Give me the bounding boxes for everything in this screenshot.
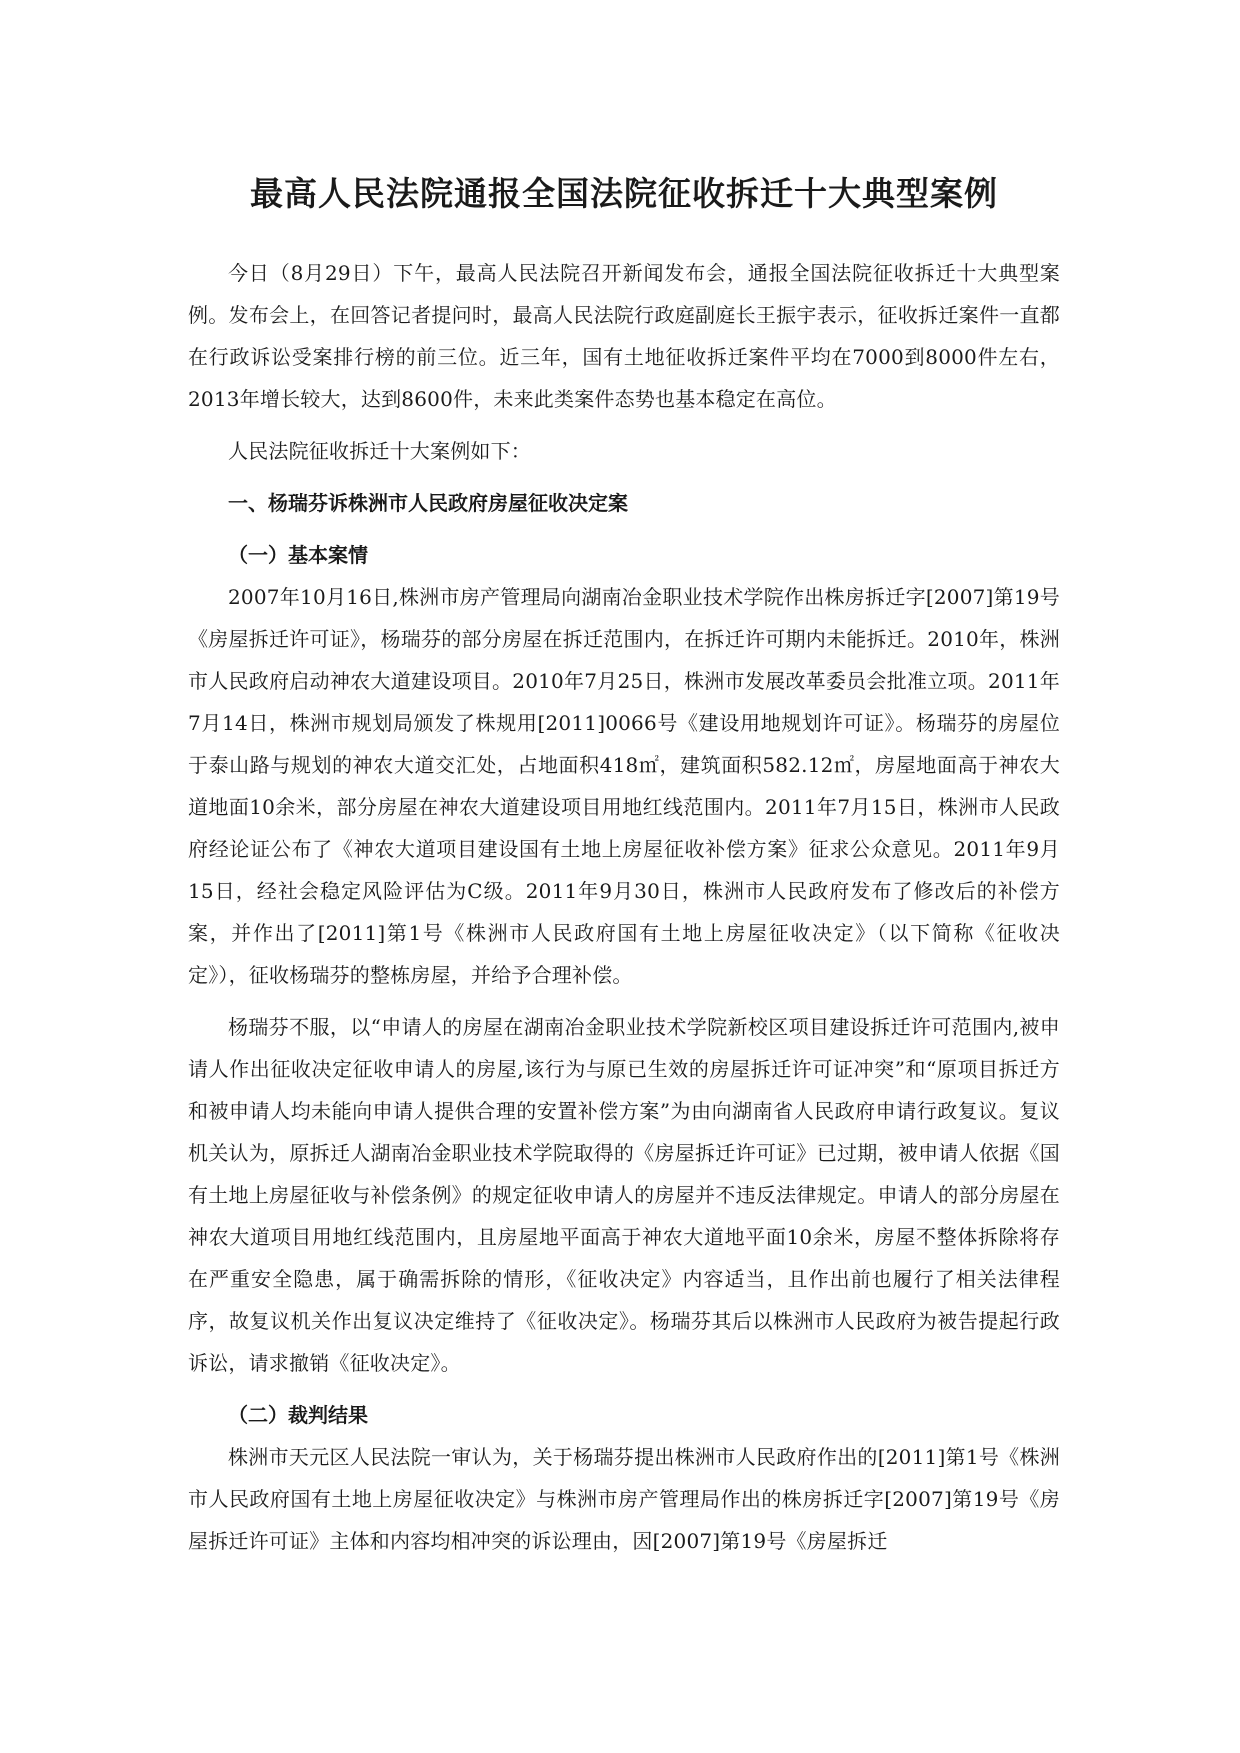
document-page (188, 170, 1060, 1562)
intro-paragraph: 今日（8月29日）下午，最高人民法院召开新闻发布会，通报全国法院征收拆迁十大典型案例。发布会上，在回答记者提问时，最高人民法院行政庭副庭长王振宇表示，征收拆迁案件一直都在行政诉讼受案排行榜的前三位。近三年，国有土地征收拆迁案件平均在7000到8000件左右，2013年增长较大，达到8600件，未来此类案件态势也基本稳定在高位。 (188, 261, 1060, 411)
basic-facts-paragraph-1: 2007年10月16日,株洲市房产管理局向湖南冶金职业技术学院作出株房拆迁字[2007]第19号《房屋拆迁许可证》，杨瑞芬的部分房屋在拆迁范围内，在拆迁许可期内未能拆迁。2010年，株洲市人民政府启动神农大道建设项目。2010年7月25日，株洲市发展改革委员会批准立项。2011年7月14日，株洲市规划局颁发了株规用[2011]0066号《建设用地规划许可证》。杨瑞芬的房屋位于泰山路与规划的神农大道交汇处，占地面积418㎡，建筑面积582.12㎡，房屋地面高于神农大道地面10余米，部分房屋在神农大道建设项目用地红线范围内。2011年7月15日，株洲市人民政府经论证公布了《神农大道项目建设国有土地上房屋征收补偿方案》征求公众意见。2011年9月15日，经社会稳定风险评估为C级。2011年9月30日，株洲市人民政府发布了修改后的补偿方案，并作出了[2011]第1号《株洲市人民政府国有土地上房屋征收决定》（以下简称《征收决定》），征收杨瑞芬的整栋房屋，并给予合理补偿。 (188, 585, 1060, 987)
section-judgment-heading: （二）裁判结果 (228, 1403, 368, 1427)
judgment-paragraph-1: 株洲市天元区人民法院一审认为，关于杨瑞芬提出株洲市人民政府作出的[2011]第1号《株洲市人民政府国有土地上房屋征收决定》与株洲市房产管理局作出的株房拆迁字[2007]第19号《房屋拆迁许可证》主体和内容均相冲突的诉讼理由，因[2007]第19号《房屋拆迁 (188, 1445, 1060, 1553)
document-title: 最高人民法院通报全国法院征收拆迁十大典型案例 (250, 174, 998, 213)
section-basic-facts-heading: （一）基本案情 (228, 543, 368, 567)
case-1-heading: 一、杨瑞芬诉株洲市人民政府房屋征收决定案 (228, 491, 628, 515)
lead-paragraph: 人民法院征收拆迁十大案例如下： (228, 439, 531, 463)
basic-facts-paragraph-2: 杨瑞芬不服，以“申请人的房屋在湖南冶金职业技术学院新校区项目建设拆迁许可范围内,被申请人作出征收决定征收申请人的房屋,该行为与原已生效的房屋拆迁许可证冲突”和“原项目拆迁方和被申请人均未能向申请人提供合理的安置补偿方案”为由向湖南省人民政府申请行政复议。复议机关认为，原拆迁人湖南冶金职业技术学院取得的《房屋拆迁许可证》已过期，被申请人依据《国有土地上房屋征收与补偿条例》的规定征收申请人的房屋并不违反法律规定。申请人的部分房屋在神农大道项目用地红线范围内，且房屋地平面高于神农大道地平面10余米，房屋不整体拆除将存在严重安全隐患，属于确需拆除的情形，《征收决定》内容适当，且作出前也履行了相关法律程序，故复议机关作出复议决定维持了《征收决定》。杨瑞芬其后以株洲市人民政府为被告提起行政诉讼，请求撤销《征收决定》。 (188, 1015, 1060, 1375)
